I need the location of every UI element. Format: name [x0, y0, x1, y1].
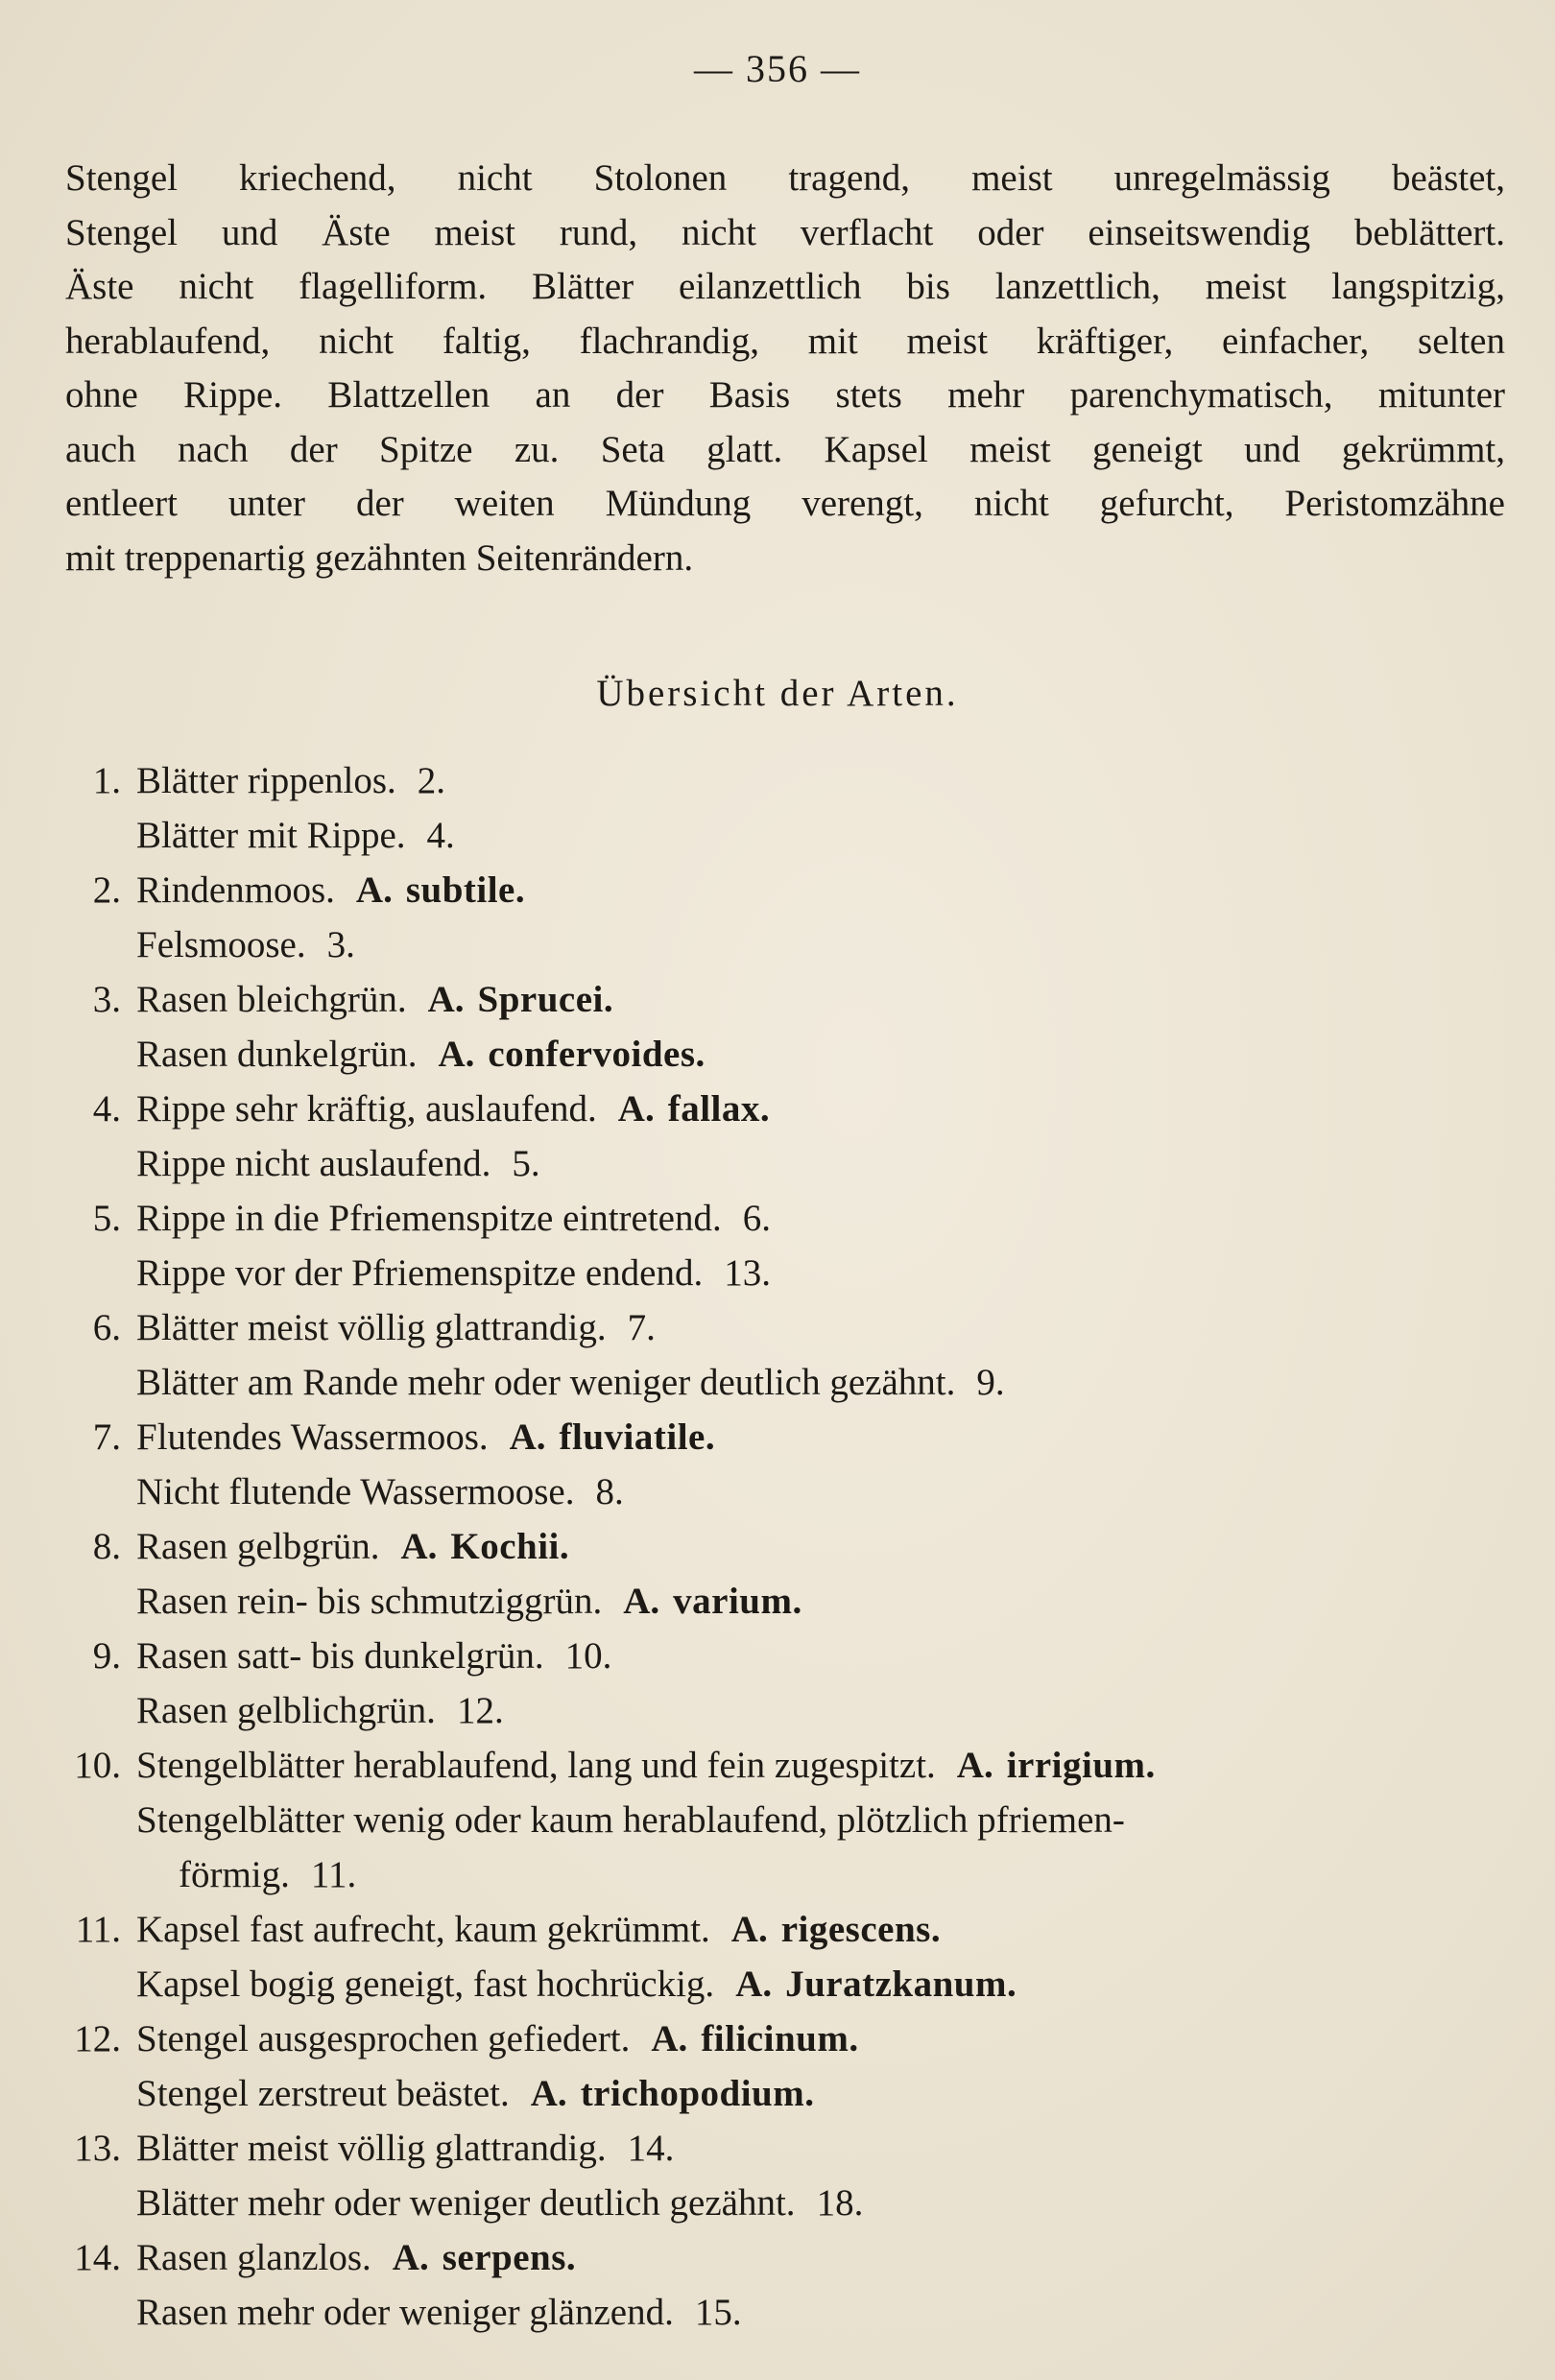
- key-entry: [0, 917, 1555, 972]
- description-line: auch nach der Spitze zu. Seta glatt. Kapsel meist geneigt und gekrümmt,: [65, 428, 1505, 470]
- key-title: Übersicht der Arten.: [596, 673, 959, 714]
- couplet-number: 12.: [74, 2018, 121, 2059]
- entry-text: [136, 863, 525, 917]
- species-name: fallax.: [667, 1088, 771, 1130]
- genus-abbreviation: A.: [400, 1526, 438, 1567]
- key-entry: [0, 2230, 1555, 2285]
- entry-text: [136, 753, 445, 808]
- genus-abbreviation: A.: [617, 1088, 655, 1130]
- species-name: serpens.: [442, 2237, 577, 2278]
- entry-text: [136, 2176, 863, 2230]
- entry-description: Rasen rein- bis schmutziggrün.: [136, 1581, 603, 1622]
- entry-description: Kapsel bogig geneigt, fast hochrückig.: [136, 1964, 715, 2005]
- entry-description: Rasen mehr oder weniger glänzend.: [136, 2292, 674, 2333]
- key-entry: [0, 1683, 1555, 1738]
- entry-description: Kapsel fast aufrecht, kaum gekrümmt.: [136, 1909, 710, 1950]
- entry-description: Rippe vor der Pfriemenspitze endend.: [136, 1252, 704, 1294]
- genus-abbreviation: A.: [392, 2237, 429, 2278]
- species-name: irrigium.: [1006, 1745, 1156, 1786]
- genus-abbreviation: A.: [438, 1034, 475, 1075]
- go-to-reference: 9.: [976, 1362, 1005, 1403]
- key-entry: [0, 2285, 1555, 2340]
- key-entry: [0, 2121, 1555, 2176]
- entry-description: Blätter rippenlos.: [136, 760, 396, 801]
- couplet-number: 14.: [74, 2237, 121, 2278]
- key-entry: [0, 1191, 1555, 1246]
- entry-text: [136, 1191, 771, 1246]
- go-to-reference: 2.: [417, 760, 446, 801]
- entry-text: [136, 808, 455, 863]
- key-entry: [0, 1410, 1555, 1464]
- species-key: [0, 753, 1555, 2340]
- genus-abbreviation: A.: [509, 1416, 546, 1458]
- couplet-number: 13.: [74, 2128, 121, 2169]
- couplet-number: 8.: [92, 1526, 121, 1567]
- species-name: trichopodium.: [580, 2073, 815, 2114]
- entry-description: Rippe nicht auslaufend.: [136, 1143, 491, 1184]
- species-name: rigescens.: [780, 1909, 942, 1950]
- key-entry: [0, 1300, 1555, 1355]
- genus-abbreviation: A.: [355, 869, 393, 911]
- genus-abbreviation: A.: [623, 1581, 660, 1622]
- go-to-reference: 13.: [724, 1252, 771, 1294]
- go-to-reference: 5.: [512, 1143, 540, 1184]
- species-name: subtile.: [405, 869, 526, 911]
- key-entry: [0, 1793, 1555, 1847]
- entry-text: [136, 1738, 1156, 1793]
- entry-text: [136, 917, 355, 972]
- go-to-reference: 11.: [310, 1854, 357, 1895]
- entry-text: [136, 1902, 941, 1957]
- entry-text: [136, 2066, 814, 2121]
- entry-text: [136, 1629, 611, 1683]
- description-line: herablaufend, nicht faltig, flachrandig, mit meist kräftiger, einfacher, selten: [65, 320, 1505, 362]
- key-entry: [0, 1902, 1555, 1957]
- go-to-reference: 8.: [595, 1471, 624, 1512]
- couplet-number: 3.: [92, 979, 121, 1020]
- entry-description: Felsmoose.: [136, 924, 306, 965]
- genus-abbreviation: A.: [956, 1745, 993, 1786]
- entry-description: Blätter mit Rippe.: [136, 815, 406, 856]
- species-name: Kochii.: [450, 1526, 570, 1567]
- genus-abbreviation: A.: [530, 2073, 567, 2114]
- entry-description: Rasen gelbgrün.: [136, 1526, 380, 1567]
- go-to-reference: 3.: [326, 924, 355, 965]
- couplet-number: 7.: [92, 1416, 121, 1458]
- couplet-number: 11.: [75, 1909, 121, 1950]
- key-entry: [0, 2011, 1555, 2066]
- entry-text: [179, 1847, 356, 1902]
- entry-text: [136, 2121, 674, 2176]
- key-entry: [0, 1082, 1555, 1136]
- key-entry: [0, 1519, 1555, 1574]
- entry-description: Nicht flutende Wassermoose.: [136, 1471, 575, 1512]
- entry-text: [136, 1136, 540, 1191]
- entry-description: Rasen gelblichgrün.: [136, 1690, 436, 1731]
- entry-description: Blätter meist völlig glattrandig.: [136, 1307, 607, 1348]
- key-entry: [0, 1027, 1555, 1082]
- key-entry: [0, 1136, 1555, 1191]
- entry-text: [136, 1300, 656, 1355]
- entry-description: Rippe in die Pfriemenspitze eintretend.: [136, 1198, 722, 1239]
- key-entry: [0, 753, 1555, 808]
- entry-text: [136, 1793, 1125, 1847]
- entry-text: [136, 2230, 576, 2285]
- key-entry-continuation: [0, 1847, 1555, 1902]
- entry-description: Rindenmoos.: [136, 869, 335, 911]
- entry-text: [136, 1464, 624, 1519]
- key-entry: [0, 972, 1555, 1027]
- entry-description: Rasen bleichgrün.: [136, 979, 407, 1020]
- species-name: filicinum.: [701, 2018, 859, 2059]
- entry-text: [136, 2285, 742, 2340]
- go-to-reference: 6.: [742, 1198, 771, 1239]
- entry-text: [136, 1410, 715, 1464]
- entry-description: Rasen satt- bis dunkelgrün.: [136, 1635, 544, 1677]
- species-name: confervoides.: [488, 1034, 706, 1075]
- go-to-reference: 18.: [816, 2182, 864, 2224]
- key-entry: [0, 1957, 1555, 2011]
- description-line: Äste nicht flagelliform. Blätter eilanzettlich bis lanzettlich, meist langspitzig,: [65, 266, 1505, 307]
- species-name: varium.: [673, 1581, 802, 1622]
- entry-text: [136, 2011, 859, 2066]
- entry-description: Stengelblätter herablaufend, lang und fein zugespitzt.: [136, 1745, 936, 1786]
- description-line: Stengel kriechend, nicht Stolonen tragend, meist unregelmässig beästet,: [65, 157, 1505, 199]
- genus-abbreviation: A.: [651, 2018, 688, 2059]
- couplet-number: 4.: [92, 1088, 121, 1130]
- description-line: Stengel und Äste meist rund, nicht verflacht oder einseitswendig beblättert.: [65, 211, 1505, 253]
- entry-description: Stengelblätter wenig oder kaum herablaufend, plötzlich pfriemen-: [136, 1799, 1125, 1841]
- description-line: entleert unter der weiten Mündung verengt, nicht gefurcht, Peristomzähne: [65, 483, 1505, 524]
- entry-text: [136, 1355, 1005, 1410]
- genus-abbreviation: A.: [730, 1909, 768, 1950]
- go-to-reference: 7.: [627, 1307, 656, 1348]
- couplet-number: 9.: [92, 1635, 121, 1677]
- genus-description: [65, 152, 1505, 585]
- entry-description: Stengel zerstreut beästet.: [136, 2073, 510, 2114]
- go-to-reference: 4.: [426, 815, 455, 856]
- entry-description: Blätter meist völlig glattrandig.: [136, 2128, 607, 2169]
- key-entry: [0, 2176, 1555, 2230]
- entry-continuation: förmig.: [179, 1854, 290, 1895]
- key-entry: [0, 1355, 1555, 1410]
- entry-text: [136, 972, 613, 1027]
- description-line: ohne Rippe. Blattzellen an der Basis stets mehr parenchymatisch, mitunter: [65, 374, 1505, 416]
- description-line: mit treppenartig gezähnten Seitenrändern.: [65, 536, 694, 579]
- genus-abbreviation: A.: [735, 1964, 773, 2005]
- key-entry: [0, 1464, 1555, 1519]
- go-to-reference: 14.: [627, 2128, 675, 2169]
- couplet-number: 6.: [92, 1307, 121, 1348]
- key-entry: [0, 863, 1555, 917]
- entry-text: [136, 1519, 569, 1574]
- genus-abbreviation: A.: [427, 979, 465, 1020]
- entry-description: Rippe sehr kräftig, auslaufend.: [136, 1088, 597, 1130]
- entry-description: Blätter mehr oder weniger deutlich gezähnt.: [136, 2182, 796, 2224]
- couplet-number: 10.: [74, 1745, 121, 1786]
- entry-description: Rasen glanzlos.: [136, 2237, 371, 2278]
- couplet-number: 2.: [92, 869, 121, 911]
- entry-description: Flutendes Wassermoos.: [136, 1416, 489, 1458]
- page-number: — 356 —: [694, 47, 861, 90]
- key-entry: [0, 808, 1555, 863]
- entry-text: [136, 1246, 771, 1300]
- entry-text: [136, 1957, 1017, 2011]
- entry-text: [136, 1574, 802, 1629]
- go-to-reference: 12.: [456, 1690, 504, 1731]
- key-entry: [0, 1574, 1555, 1629]
- entry-description: Rasen dunkelgrün.: [136, 1034, 418, 1075]
- key-entry: [0, 1738, 1555, 1793]
- go-to-reference: 15.: [694, 2292, 742, 2333]
- key-entry: [0, 2066, 1555, 2121]
- couplet-number: 1.: [92, 760, 121, 801]
- entry-text: [136, 1082, 770, 1136]
- couplet-number: 5.: [92, 1198, 121, 1239]
- key-entry: [0, 1629, 1555, 1683]
- species-name: Sprucei.: [477, 979, 614, 1020]
- species-name: fluviatile.: [559, 1416, 716, 1458]
- go-to-reference: 10.: [564, 1635, 612, 1677]
- entry-description: Stengel ausgesprochen gefiedert.: [136, 2018, 631, 2059]
- species-name: Juratzkanum.: [785, 1964, 1017, 2005]
- entry-text: [136, 1683, 504, 1738]
- entry-text: [136, 1027, 706, 1082]
- entry-description: Blätter am Rande mehr oder weniger deutlich gezähnt.: [136, 1362, 956, 1403]
- key-entry: [0, 1246, 1555, 1300]
